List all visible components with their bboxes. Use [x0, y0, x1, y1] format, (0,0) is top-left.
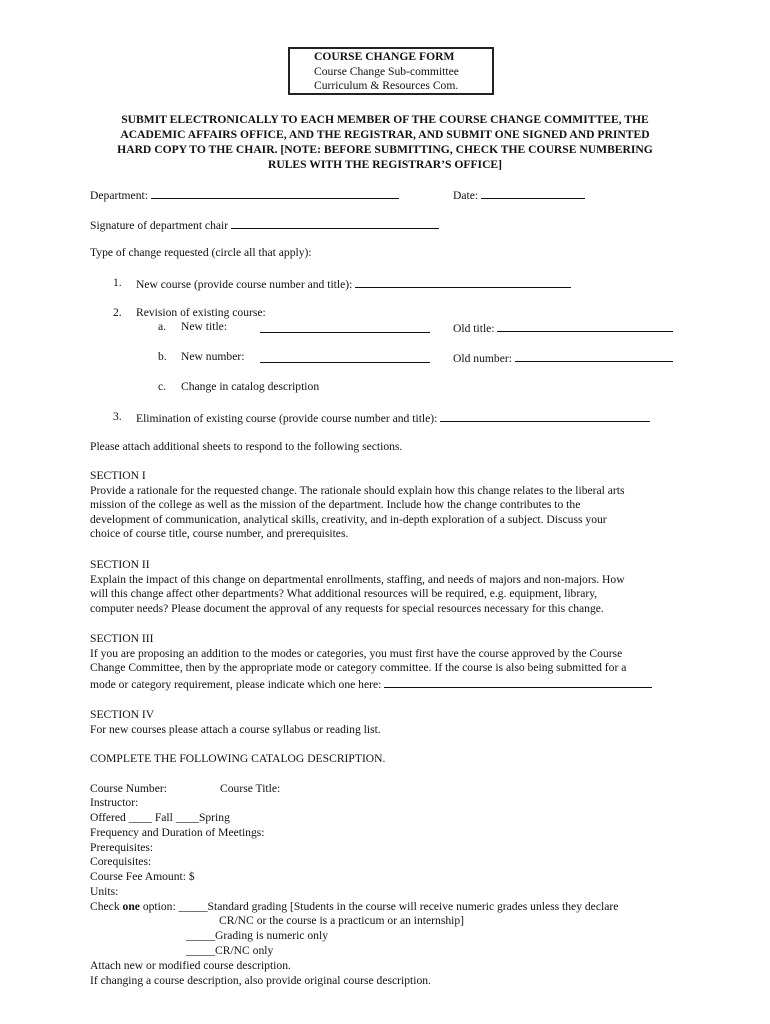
section-3-line: Change Committee, then by the appropriate mode or category committee. If the course is also being submitted for a	[90, 661, 627, 675]
old-number-field	[453, 350, 673, 367]
check-option-line	[90, 900, 618, 915]
catalog-change-label: Change in catalog description	[181, 380, 320, 393]
check-prefix: Check	[90, 900, 123, 913]
attach-description-note: Attach new or modified course description.	[90, 959, 291, 972]
department-label: Department:	[90, 189, 148, 202]
revision-label: Revision of existing course:	[136, 306, 266, 319]
section-4	[90, 708, 690, 737]
section-1-line: choice of course title, course number, and prerequisites.	[90, 527, 349, 541]
section-2-heading: SECTION II	[90, 558, 150, 571]
form-header-box	[288, 47, 494, 95]
committee-name: Curriculum & Resources Com.	[314, 79, 459, 92]
signature-label: Signature of department chair	[90, 219, 229, 232]
catalog-heading: COMPLETE THE FOLLOWING CATALOG DESCRIPTION.	[90, 752, 386, 765]
old-title-input-line[interactable]	[497, 320, 673, 332]
standard-grading-option: option: _____Standard grading [Students in the course will receive numeric grades unless they declare	[139, 900, 619, 913]
form-title: COURSE CHANGE FORM	[314, 50, 455, 63]
frequency-label: Frequency and Duration of Meetings:	[90, 826, 265, 839]
item-number-2: 2.	[113, 306, 122, 319]
instructions-line: ACADEMIC AFFAIRS OFFICE, AND THE REGISTRAR, AND SUBMIT ONE SIGNED AND PRINTED	[120, 128, 650, 141]
signature-input-line[interactable]	[231, 217, 439, 229]
type-of-change-label: Type of change requested (circle all that apply):	[90, 246, 312, 259]
section-2	[90, 558, 690, 616]
course-number-label: Course Number:	[90, 782, 167, 795]
offered-label: Offered ____ Fall ____Spring	[90, 811, 230, 824]
submission-instructions	[86, 112, 684, 172]
new-course-item	[136, 276, 571, 293]
section-1-heading: SECTION I	[90, 469, 146, 482]
section-3-last-line	[90, 676, 690, 693]
elimination-input-line[interactable]	[440, 410, 650, 422]
units-label: Units:	[90, 885, 119, 898]
instructor-label: Instructor:	[90, 796, 139, 809]
section-2-line: Explain the impact of this change on departmental enrollments, staffing, and needs of majors and non-majors. How	[90, 572, 625, 586]
attach-sheets-note: Please attach additional sheets to respond to the following sections.	[90, 440, 403, 453]
crnc-only-option: _____CR/NC only	[186, 944, 274, 957]
mode-category-input-line[interactable]	[384, 676, 652, 688]
sub-letter-b: b.	[158, 350, 167, 363]
new-course-input-line[interactable]	[355, 276, 571, 288]
check-one-emphasis: one	[122, 900, 140, 913]
old-number-label: Old number:	[453, 352, 512, 365]
course-fee-label: Course Fee Amount: $	[90, 870, 195, 883]
section-3	[90, 632, 690, 692]
old-number-input-line[interactable]	[515, 350, 673, 362]
instructions-line: HARD COPY TO THE CHAIR. [NOTE: BEFORE SUBMITTING, CHECK THE COURSE NUMBERING	[117, 143, 653, 156]
section-3-line: If you are proposing an addition to the modes or categories, you must first have the course approved by the Course	[90, 646, 623, 660]
signature-field	[90, 217, 439, 234]
date-input-line[interactable]	[481, 187, 585, 199]
section-4-heading: SECTION IV	[90, 708, 155, 721]
date-label: Date:	[453, 189, 479, 202]
elimination-label: Elimination of existing course (provide course number and title):	[136, 412, 438, 425]
date-field	[453, 187, 585, 204]
item-number-3: 3.	[113, 410, 122, 423]
subcommittee-name: Course Change Sub-committee	[314, 64, 459, 78]
instructions-line: SUBMIT ELECTRONICALLY TO EACH MEMBER OF THE COURSE CHANGE COMMITTEE, THE	[121, 113, 649, 126]
section-1	[90, 469, 690, 542]
elimination-item	[136, 410, 650, 427]
old-title-field	[453, 320, 673, 337]
section-2-line: computer needs? Please document the approval of any requests for special resources necessary for this change.	[90, 601, 604, 615]
instructions-line: RULES WITH THE REGISTRAR’S OFFICE]	[267, 158, 503, 171]
new-number-label: New number:	[181, 350, 245, 363]
prerequisites-label: Prerequisites:	[90, 841, 154, 854]
section-3-line: mode or category requirement, please indicate which one here:	[90, 677, 382, 691]
department-input-line[interactable]	[151, 187, 399, 199]
original-description-note: If changing a course description, also provide original course description.	[90, 974, 431, 987]
new-number-input-line[interactable]	[260, 351, 430, 363]
numeric-grading-option: _____Grading is numeric only	[186, 929, 329, 942]
corequisites-label: Corequisites:	[90, 855, 152, 868]
section-3-heading: SECTION III	[90, 632, 154, 645]
new-course-label: New course (provide course number and title):	[136, 278, 353, 291]
sub-letter-a: a.	[158, 320, 167, 333]
department-field	[90, 187, 399, 204]
sub-letter-c: c.	[158, 380, 167, 393]
new-title-label: New title:	[181, 320, 228, 333]
section-1-line: mission of the college as well as the mission of the department. Include how the change contributes to the	[90, 498, 581, 512]
old-title-label: Old title:	[453, 322, 495, 335]
item-number-1: 1.	[113, 276, 122, 289]
section-4-line: For new courses please attach a course syllabus or reading list.	[90, 722, 381, 736]
new-title-input-line[interactable]	[260, 321, 430, 333]
section-2-line: will this change affect other departments? What additional resources will be required, e.g. equipment, library,	[90, 587, 598, 601]
section-1-line: development of communication, analytical skills, creativity, and in-depth exploration of a subject. Discuss your	[90, 512, 607, 526]
course-title-label: Course Title:	[220, 782, 281, 795]
section-1-line: Provide a rationale for the requested change. The rationale should explain how this change relates to the liberal arts	[90, 483, 625, 497]
standard-grading-continued: CR/NC or the course is a practicum or an internship]	[219, 914, 465, 927]
